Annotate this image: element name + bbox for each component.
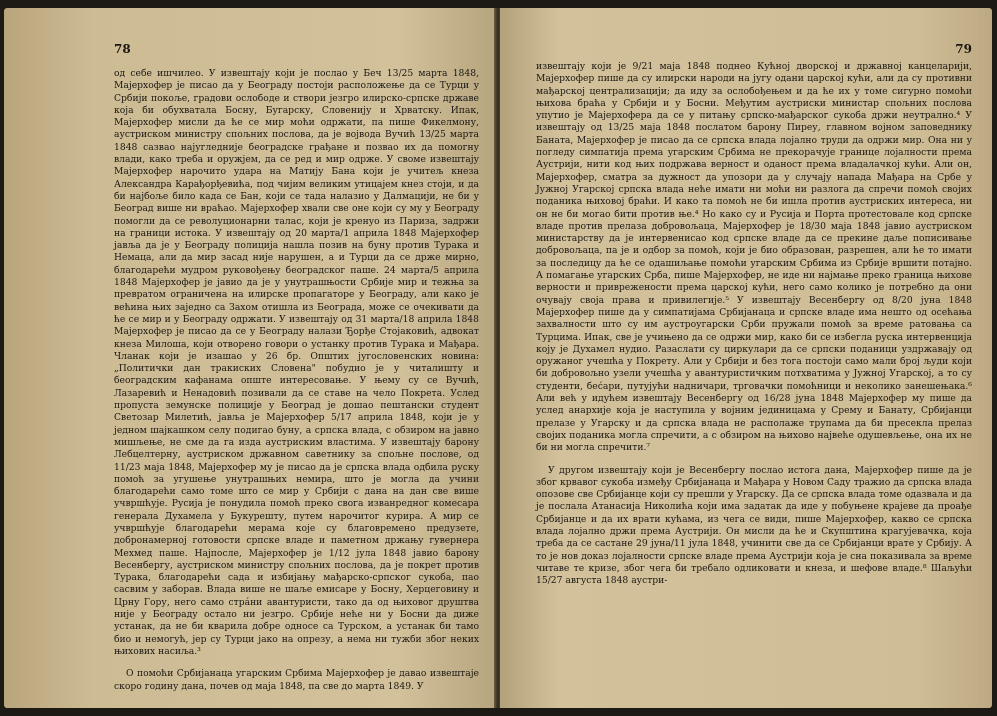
left-page-text (114, 68, 479, 693)
right-page (500, 8, 992, 708)
paragraph: извештају који је 9/21 маја 1848 поднео Кућној дворској и државној канцеларији, Мајерхофер пише да су илирски народи на југу одани царској кући, али да су противни мађарској централизацији; да иду за ослобођењем и да ће их у томе сигурно помоћи њихова браћа у Србији и у Босни. Међутим аустриски министар спољних послова упутио је Мајерхофера да се у питању српско-мађарског сукоба држи неутрално.⁴ У извештају од 13/25 маја 1848 послатом барону Пиреу, главном војном заповеднику Баната, Мајерхофер је писао да се српска влада лојално труди да одржи мир. Она ни у погледу симпатија према угарским Србима не прекорачује границе лојалности према Аустрији, нити код њих подржава верност и оданост према владалачкој кући. Али он, Мајерхофер, сматра за дужност да упозори да у случају напада Мађара на Србе у Јужној Угарској српска влада неће имати ни моћи ни разлога да спречи помоћ својих поданика њиховој браћи. И како та помоћ не би ишла против аустриских интереса, ни он не би могао бити против ње.⁴ Но како су и Русија и Порта протестовале код српске владе против прелаза добровољаца, Мајерхофер је 18/30 маја 1848 јавио аустриском министарству да је интервенисао код српске владе да се прекине даље пописивање добровољаца, па је и одбор за помоћ, који је био образован, разрешен, али ће то имати за последицу да ће се одашиљање помоћи угарским Србима из Србије вршити потајно. А помагање угарских Срба, пише Мајерхофер, не иде ни најмање преко граница њихове верности и приврежености према царској кући, него само колико је потребно да они очувају своја права и привилегије.⁵ У извештају Весенбергу од 8/20 јуна 1848 Мајерхофер пише да у симпатијама Србијанаца и српске владе има нешто од осећања захвалности што су им аустроугарски Срби пружали помоћ за време ратовања са Турцима. Ипак, све је учињено да се одржи мир, како би се избегла руска интервенција коју је Духамел нудио. Разаслати су циркулари да се српски поданици уздржавају од оружаног учешћа у Покрету. Али у Србији и без тога постоји само мали број људи који би добровољно узели учешћа у авантуристичким потхватима у Јужној Угарској, а то су студенти, беćари, путујући надничари, трговачки помоћници и неколико занешењака.⁶ Али већ у идућем извештају Весенбергу од 16/28 јуна 1848 Мајерхофер му пише да услед анархије која је наступила у војним јединицама у Срему и Банату, Србијанци прелазе у Угарску и да српска влада не располаже трупама да би пресекла прелаз својих поданика могла спречити, а с обзиром на њихово највеће одушевљење, она их не би ни могла спречити.⁷ (536, 61, 972, 454)
page-number-left: 78 (114, 42, 131, 56)
paragraph: од себе ишчилео. У извештају који је послао у Беч 13/25 марта 1848, Мајерхофер је писао да у Београду постоји расположење да се Турци у Србији покоље, градови ослободе и створи језгро илирско-српске државе која би обухватала Босну, Бугарску, Словенију и Хрватску. Ипак, Мајерхофер мисли да ће се мир моћи одржати, па пише Фикелмону, аустриском министру спољних послова, да је војвода Вучић 13/25 марта 1848 сазвао најугледније београдске грађане и позвао их да помогну влади, како треба и оружјем, да се ред и мир одрже. У своме извештају Мајерхофер нарочито удара на Матију Бана који је учитељ кнеза Александра Карађорђевића, под чијим великим утицајем кнез стоји, и да би најбоље било када се Бан, који се тада налазио у Далмацији, не би у Београд више ни враћао. Мајерхофер хвали све оне који су му у Београду помогли да се револуционарни талас, који је кренуо из Париза, задржи на граници истока. У извештају од 20 марта/1 априла 1848 Мајерхофер јавља да је у Београду полиција нашла позив на буну против Турака и Немаца, али да мир засад није нарушен, а и Турци да се држе мирно, благодарећи мудром руковођењу београдског паше. 24 марта/5 априла 1848 Мајерхофер је јавио да је у унутрашњости Србије мир и тежња за превратом ограничена на илирске пропагаторе у Београду, али како је већина њих заједно са Захом отишла из Београда, може се очекивати да ће се мир и у Београду одржати. У извештају од 31 марта/18 априла 1848 Мајерхофер је писао да се у Београду налази Ђорђе Стојаковић, адвокат кнеза Милоша, који отворено говори о устанку против Турака и Мађара. Чланак који је изашао у 26 бр. Општих југословенских новина: „Политички дан тракиских Словена" побудио је у читалишту и београдским кафанама опште интересовање. У њему су се Вучић, Лазаревић и Ненадовић позивали да се ставе на чело Покрета. Услед пропуста земунске полиције у Београд је дошао пештански студент Светозар Милетић, јавља је Мајерхофер 5/17 априла 1848, који је у једном шајкашком селу подигао буну, а српска влада, с обзиром на јавно мишљење, не сме да га изда аустриским властима. У извештају барону Лебцелтерну, аустриском државном саветнику за спољне послове, од 11/23 маја 1848, Мајерхофер му је писао да је српска влада одбила руску помоћ за угушење унутрашњих немира, што је могла да учини благодарећи само томе што се мир у Србији с дана на дан све више учвршћује. Русија је понудила помоћ преко свога изванредног комесара генерала Духамела у Букурешту, путем нарочитог курира. А мир се учвршћује благодарећи мерама које су благовремено предузете, добронамерној готовости српске владе и паметном држању гувернера Мехмед паше. Најпосле, Мајерхофер је 1/12 јула 1848 јавио барону Весенбергу, аустриском министру спољних послова, да је покрет против Турака, благодарећи сада и избијању мађарско-српског сукоба, пао сасвим у заборав. Влада више не шаље емисаре у Босну, Херцеговину и Црну Гору, него само стрáни авантуристи, тако да од њиховог друштва није у Београду остало ни језгро. Србије неће ни у Босни да диже устанак, да не би кварила добре односе са Турском, а устанак би тамо био и немогућ, јер су Турци јако на опрезу, а нема ни тужби због неких њихових насиља.³ (114, 68, 479, 657)
paragraph: О помоћи Србијанаца угарским Србима Мајерхофер је давао извештаје скоро годину дана, почев од маја 1848, па све до марта 1849. У (114, 668, 479, 692)
paragraph: У другом извештају који је Весенбергу послао истога дана, Мајерхофер пише да је због крвавог сукоба између Србијанаца и Мађара у Новом Саду тражио да српска влада опозове све Србијанце који су прешли у Угарску. Да се српска влада томе одазвала и да је послала Атанасија Николића који има задатак да иде у побуњене крајеве да проађе Србијанце и да их врати кућама, из чега се види, пише Мајерхофер, какво се српска влада лојално држи према Аустрији. Он мисли да ће и Скупштина крагујевачка, која треба да се састане 29 јуна/11 јула 1848, учинити све да се Србијанци врате у Србију. А то је нов доказ лојалности српске владе према Аустрији која је сна показивала за време читаве те кризе, због чега би требало одликовати и кнеза, и шефове владе.⁸ Шаљући 15/27 августа 1848 аустри- (536, 464, 972, 587)
right-page-text (536, 61, 972, 587)
page-number-right: 79 (955, 42, 972, 56)
left-page (4, 8, 497, 708)
